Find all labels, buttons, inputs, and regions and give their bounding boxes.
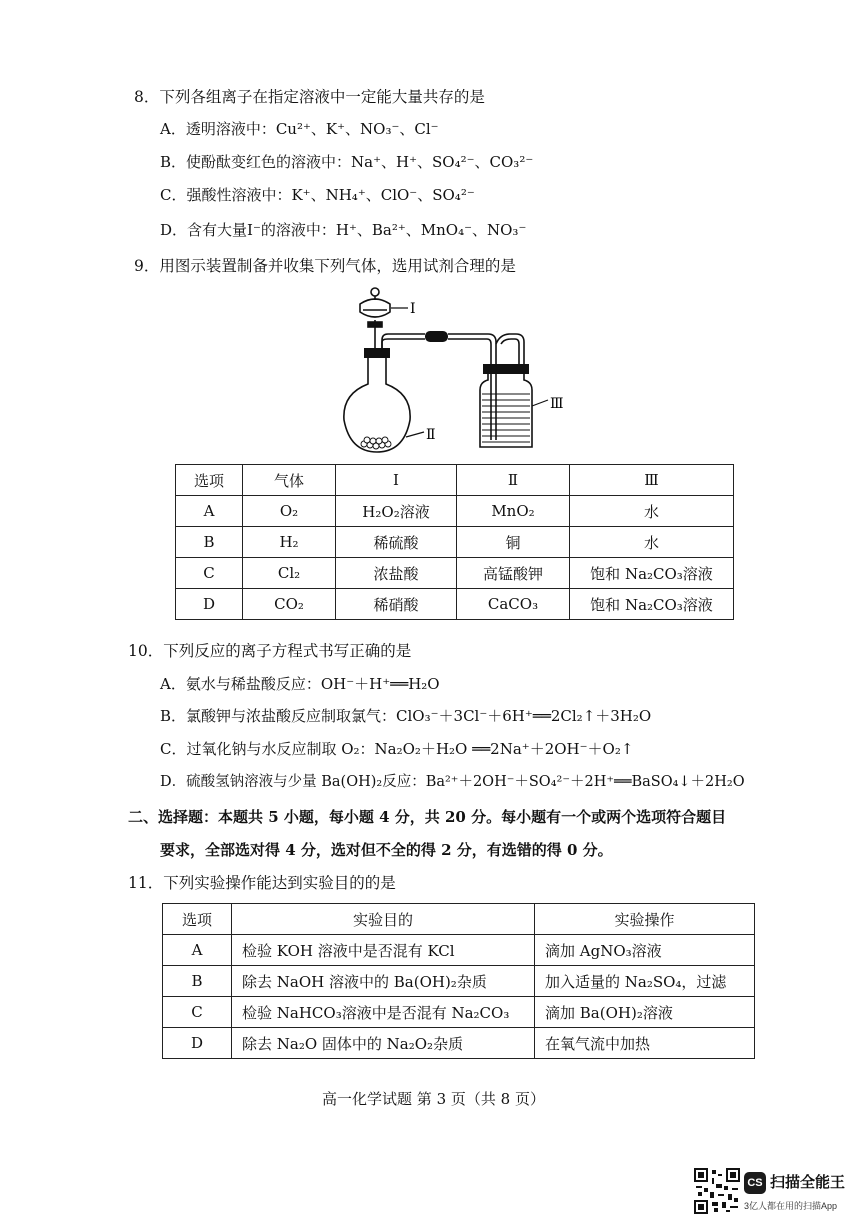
q11-experiment-table — [162, 903, 755, 1059]
table-cell: B — [176, 527, 243, 558]
q8-option-a: A．透明溶液中：Cu²⁺、K⁺、NO₃⁻、Cl⁻ — [160, 120, 439, 138]
table-header: 选项 — [176, 465, 243, 496]
table-cell: 检验 KOH 溶液中是否混有 KCl — [232, 935, 535, 966]
table-cell: 水 — [570, 496, 734, 527]
q10-stem: 10．下列反应的离子方程式书写正确的是 — [128, 642, 412, 660]
table-cell: 水 — [570, 527, 734, 558]
table-cell: MnO₂ — [457, 496, 570, 527]
label-ii: Ⅱ — [426, 427, 436, 443]
q10-option-d: D．硫酸氢钠溶液与少量 Ba(OH)₂反应：Ba²⁺＋2OH⁻＋SO₄²⁻＋2H⁺══BaSO₄↓＋2H₂O — [160, 774, 745, 790]
table-cell: 浓盐酸 — [336, 558, 457, 589]
round-bottom-flask — [344, 358, 410, 452]
table-header: 实验操作 — [535, 904, 755, 935]
table-cell: C — [176, 558, 243, 589]
table-cell: H₂ — [243, 527, 336, 558]
camscanner-tagline: 3亿人都在用的扫描App — [744, 1201, 838, 1211]
camscanner-logo-icon: CS — [744, 1172, 766, 1194]
q8-option-c: C．强酸性溶液中：K⁺、NH₄⁺、ClO⁻、SO₄²⁻ — [160, 186, 475, 204]
q11-stem: 11．下列实验操作能达到实验目的的是 — [128, 874, 396, 892]
table-row — [176, 527, 734, 558]
section-2-heading: 二、选择题：本题共 5 小题，每小题 4 分，共 20 分。每小题有一个或两个选项符合题目 — [128, 808, 727, 826]
table-header: Ⅲ — [570, 465, 734, 496]
table-cell: 稀硝酸 — [336, 589, 457, 620]
table-cell: 铜 — [457, 527, 570, 558]
table-row — [176, 589, 734, 620]
q8-stem: 8．下列各组离子在指定溶液中一定能大量共存的是 — [134, 88, 485, 106]
table-cell: A — [163, 935, 232, 966]
table-cell: 滴加 Ba(OH)₂溶液 — [535, 997, 755, 1028]
label-iii: Ⅲ — [550, 396, 564, 412]
table-header: Ⅰ — [336, 465, 457, 496]
table-row — [163, 966, 755, 997]
flask-stopper — [364, 348, 390, 358]
table-row — [176, 496, 734, 527]
camscanner-name: 扫描全能王 — [770, 1174, 846, 1191]
table-cell: O₂ — [243, 496, 336, 527]
q8-option-b: B．使酚酞变红色的溶液中：Na⁺、H⁺、SO₄²⁻、CO₃²⁻ — [160, 153, 534, 171]
table-row — [163, 1028, 755, 1059]
qr-code-icon — [694, 1168, 740, 1214]
table-cell: C — [163, 997, 232, 1028]
table-cell: D — [176, 589, 243, 620]
table-cell: 在氧气流中加热 — [535, 1028, 755, 1059]
table-cell: 饱和 Na₂CO₃溶液 — [570, 589, 734, 620]
table-cell: Cl₂ — [243, 558, 336, 589]
bottle-stopper — [483, 364, 529, 374]
table-header: 实验目的 — [232, 904, 535, 935]
table-cell: 高锰酸钾 — [457, 558, 570, 589]
table-cell: A — [176, 496, 243, 527]
label-i: Ⅰ — [410, 301, 416, 317]
rubber-connector — [425, 331, 448, 342]
table-cell: 滴加 AgNO₃溶液 — [535, 935, 755, 966]
table-cell: CaCO₃ — [457, 589, 570, 620]
page-footer: 高一化学试题 第 3 页（共 8 页） — [322, 1090, 545, 1108]
table-header: 选项 — [163, 904, 232, 935]
table-cell: 检验 NaHCO₃溶液中是否混有 Na₂CO₃ — [232, 997, 535, 1028]
table-cell: B — [163, 966, 232, 997]
bottle-liquid — [482, 394, 530, 442]
table-header-row — [163, 904, 755, 935]
table-row — [176, 558, 734, 589]
section-2-instructions: 要求，全部选对得 4 分，选对但不全的得 2 分，有选错的得 0 分。 — [160, 841, 613, 859]
q10-option-a: A．氨水与稀盐酸反应：OH⁻＋H⁺══H₂O — [160, 675, 440, 693]
table-header: 气体 — [243, 465, 336, 496]
table-cell: H₂O₂溶液 — [336, 496, 457, 527]
q8-option-d: D．含有大量I⁻的溶液中：H⁺、Ba²⁺、MnO₄⁻、NO₃⁻ — [160, 221, 527, 239]
table-cell: 除去 Na₂O 固体中的 Na₂O₂杂质 — [232, 1028, 535, 1059]
table-row — [163, 997, 755, 1028]
table-row — [163, 935, 755, 966]
table-cell: 加入适量的 Na₂SO₄，过滤 — [535, 966, 755, 997]
q9-reagent-table — [175, 464, 734, 620]
table-cell: CO₂ — [243, 589, 336, 620]
table-header-row — [176, 465, 734, 496]
flask-solid-reagent — [361, 437, 391, 449]
q10-option-c: C．过氧化钠与水反应制取 O₂：Na₂O₂＋H₂O ══2Na⁺＋2OH⁻＋O₂↑ — [160, 740, 634, 758]
q9-stem: 9．用图示装置制备并收集下列气体，选用试剂合理的是 — [134, 257, 516, 275]
separatory-funnel — [360, 288, 390, 352]
q10-option-b: B．氯酸钾与浓盐酸反应制取氯气：ClO₃⁻＋3Cl⁻＋6H⁺══2Cl₂↑＋3H₂O — [160, 707, 652, 725]
table-cell: D — [163, 1028, 232, 1059]
table-header: Ⅱ — [457, 465, 570, 496]
table-cell: 饱和 Na₂CO₃溶液 — [570, 558, 734, 589]
table-cell: 除去 NaOH 溶液中的 Ba(OH)₂杂质 — [232, 966, 535, 997]
gas-apparatus-diagram — [330, 282, 590, 454]
delivery-tube — [382, 334, 524, 366]
table-cell: 稀硫酸 — [336, 527, 457, 558]
